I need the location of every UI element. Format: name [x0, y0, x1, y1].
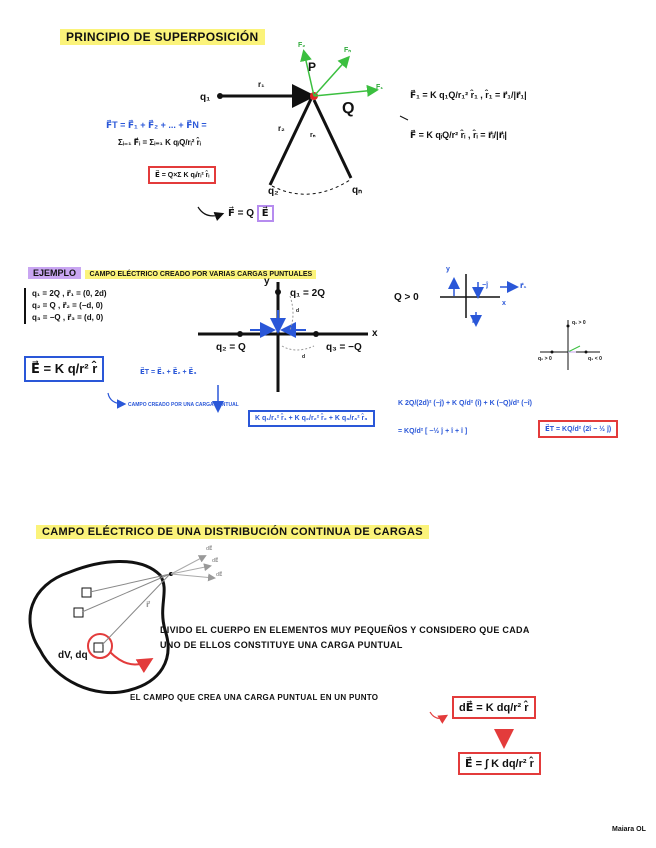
- mini-q2: q₂ > 0: [538, 356, 552, 362]
- label-qn: qₙ: [352, 185, 363, 196]
- axis-q3: q₃ = −Q: [326, 342, 362, 353]
- e-note: CAMPO CREADO POR UNA CARGA PUNTUAL: [128, 402, 239, 408]
- label-q1: q₁: [200, 92, 211, 103]
- section3-title: CAMPO ELÉCTRICO DE UNA DISTRIBUCIÓN CONTINUA DE CARGAS: [36, 525, 429, 539]
- arrow-x: x: [502, 300, 506, 307]
- r2-vector: [270, 99, 311, 185]
- superposition-diagram: [198, 52, 408, 216]
- section1-title: PRINCIPIO DE SUPERPOSICIÓN: [60, 29, 265, 45]
- axis-y: y: [264, 276, 270, 287]
- label-r2: r₂: [278, 124, 285, 133]
- signature: Maiara OL: [612, 826, 646, 833]
- q-positive: Q > 0: [394, 292, 419, 303]
- expand-line1: K 2Q/(2d)² (−ĵ) + K Q/d² (î) + K (−Q)/d² (−î): [398, 400, 532, 407]
- charge-1: q₁ = 2Q , r⃗₁ = (0, 2d): [32, 289, 107, 298]
- label-q: Q: [342, 100, 355, 117]
- expand-line2: = KQ/d² [ −½ ĵ + î + î ]: [398, 428, 468, 435]
- arrow-y: y: [446, 266, 450, 273]
- r-label: r⃗: [146, 600, 150, 609]
- boxed-field: E⃗ = Q×Σ K qᵢ/rᵢ² r̂ᵢ: [148, 166, 216, 184]
- k-sum: K q₁/r₁² r̂₁ + K q₂/r₂² r̂₂ + K q₃/r₃² r̂₃: [248, 410, 375, 427]
- eq-f1: F⃗₁ = K q₁Q/r₁² r̂₁ , r̂₁ = r⃗₁/|r⃗₁|: [410, 90, 527, 100]
- eq-f: F⃗ = K qᵢQ/r² r̂ᵢ , r̂ᵢ = r⃗ᵢ/|r⃗ᵢ|: [410, 130, 507, 140]
- blob-body: [30, 561, 168, 692]
- e-formula: E⃗ = K q/r² r̂: [24, 356, 104, 382]
- et-sum: E⃗T = E⃗₁ + E⃗₂ + E⃗₃: [140, 369, 197, 376]
- text-divido: DIVIDO EL CUERPO EN ELEMENTOS MUY PEQUEÑOS Y CONSIDERO QUE CADA: [160, 625, 530, 635]
- e-integral: E⃗ = ∫ K dq/r² r̂: [458, 752, 541, 775]
- arrow-r1: r⃗₁: [520, 283, 527, 290]
- label-q2: q₂: [268, 186, 279, 197]
- label-p: P: [308, 60, 317, 74]
- dv-label: dV, dq: [58, 650, 88, 661]
- result: E⃗T = KQ/d² (2î − ½ ĵ): [538, 420, 618, 438]
- sum-formula: Σᵢ₌₁ F⃗ᵢ = Σᵢ₌₁ K qᵢQ/rᵢ² r̂ᵢ: [118, 138, 201, 147]
- axis-q1: q₁ = 2Q: [290, 288, 325, 299]
- de-label-2: dE⃗: [212, 558, 219, 564]
- label-f1: F₁: [376, 84, 384, 91]
- f2-arrow: [304, 52, 317, 96]
- label-rn: rₙ: [310, 132, 316, 139]
- charge-2: q₂ = Q , r⃗₂ = (−d, 0): [32, 301, 103, 310]
- charge-3: q₃ = −Q , r⃗₃ = (d, 0): [32, 313, 104, 322]
- f1-arrow: [314, 90, 376, 96]
- force-field: [228, 208, 274, 219]
- axis-d2: d: [302, 354, 306, 360]
- axis-q2: q₂ = Q: [216, 342, 246, 353]
- arrow-minus-j: −ĵ: [482, 282, 489, 289]
- de-label-3: dE⃗: [216, 572, 223, 578]
- arrow-i: î: [472, 318, 474, 325]
- fn-arrow: [314, 58, 348, 96]
- example-header: [28, 263, 316, 281]
- mini-q3: q₃ < 0: [588, 356, 602, 362]
- axis-x: x: [372, 328, 378, 339]
- label-fn: Fₙ: [344, 47, 352, 54]
- charge-distribution: [30, 556, 504, 744]
- label-f2: F₂: [298, 42, 306, 49]
- example-title: EJEMPLO: [28, 267, 81, 279]
- axis-d: d: [296, 308, 300, 314]
- label-vec-r1: r₁: [258, 80, 265, 89]
- text-constituye: UNO DE ELLOS CONSTITUYE UNA CARGA PUNTUAL: [160, 640, 403, 650]
- charges-list: [24, 288, 107, 324]
- force-field-text: F⃗ = Q: [228, 208, 255, 219]
- force-field-e: E⃗: [257, 205, 274, 222]
- de-label-1: dE⃗: [206, 546, 213, 552]
- de-formula: dE⃗ = K dq/r² r̂: [452, 696, 536, 719]
- text-campo-punto: EL CAMPO QUE CREA UNA CARGA PUNTUAL EN UN PUNTO: [130, 693, 379, 702]
- example-subtitle: CAMPO ELÉCTRICO CREADO POR VARIAS CARGAS PUNTUALES: [85, 270, 316, 279]
- ft-sum: F⃗T = F⃗₁ + F⃗₂ + ... + F⃗N =: [106, 120, 207, 130]
- mini-q1: q₁ > 0: [572, 320, 586, 326]
